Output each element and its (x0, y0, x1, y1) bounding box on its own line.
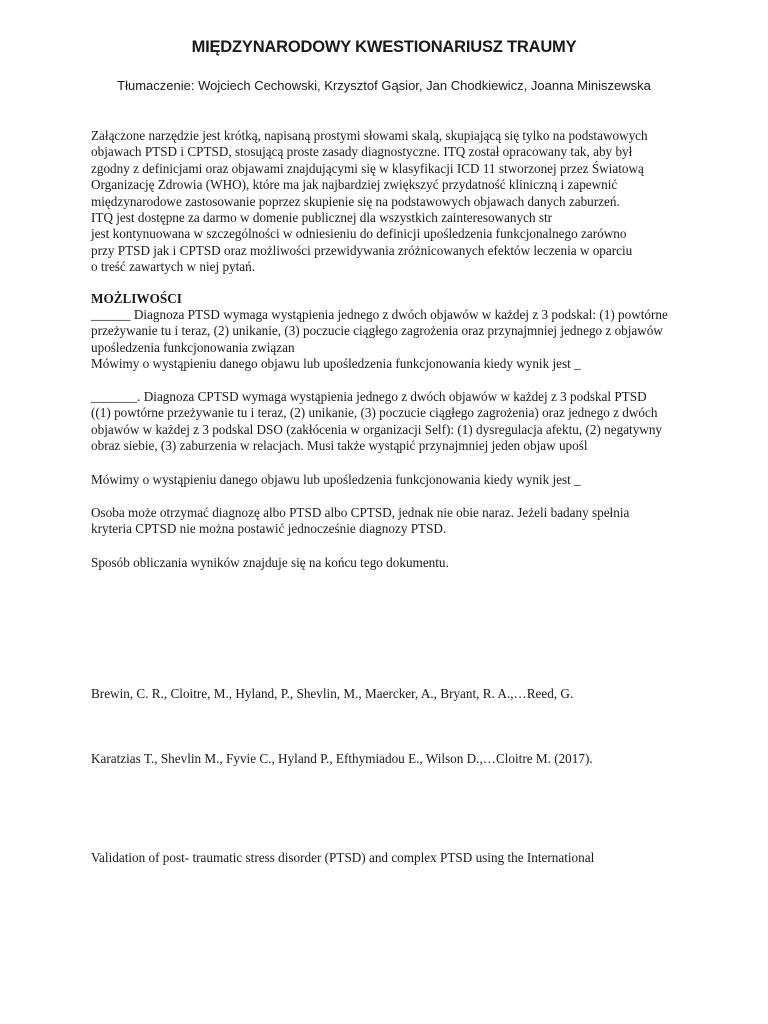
ptsd-line: upośledzenia funkcjonowania związan (91, 339, 295, 355)
cptsd-line: ((1) powtórne przeżywanie tu i teraz, (2) unikanie, (3) poczucie ciągłego zagrożenia) oraz jednego z dwóch (91, 405, 658, 421)
either-line: Osoba może otrzymać diagnozę albo PTSD albo CPTSD, jednak nie obie naraz. Jeżeli badany spełnia (91, 505, 630, 520)
document-title: MIĘDZYNARODOWY KWESTIONARIUSZ TRAUMY (191, 38, 577, 56)
intro-line: przy PTSD jak i CPTSD oraz możliwości przewidywania zróżnicowanych efektów leczenia w oparciu (91, 242, 633, 258)
reference-validation: Validation of post- traumatic stress disorder (PTSD) and complex PTSD using the International (91, 850, 595, 865)
ptsd-line: przeżywanie tu i teraz, (2) unikanie, (3) poczucie ciągłego zagrożenia oraz przynajmniej jednego z objawów (91, 323, 663, 339)
intro-line: o treść zawartych w niej pytań. (91, 259, 256, 275)
cptsd-score-line: Mówimy o wystąpieniu danego objawu lub upośledzenia funkcjonowania kiedy wynik jest _ (91, 472, 581, 487)
intro-line: międzynarodowe zastosowanie poprzez skupienie się na podstawowych objawach danych zaburzeń. (91, 193, 620, 209)
reference-brewin: Brewin, C. R., Cloitre, M., Hyland, P., Shevlin, M., Maercker, A., Bryant, R. A.,…Reed, G. (91, 686, 574, 701)
cptsd-line: objawów w każdej z 3 podskal DSO (zakłócenia w organizacji Self): (1) dysregulacja afektu, (2) negatywny (91, 421, 663, 437)
intro-line: Organizację Zdrowia (WHO), które ma jak najbardziej zwiększyć przydatność kliniczną i zapewnić (91, 177, 618, 193)
ptsd-paragraph (91, 307, 678, 373)
ptsd-line: ______ Diagnoza PTSD wymaga wystąpienia jednego z dwóch objawów w każdej z 3 podskal: (1) powtórne (91, 307, 668, 322)
cptsd-line: _______. Diagnoza CPTSD wymaga wystąpienia jednego z dwóch objawów w każdej z 3 podskal PTSD (91, 389, 647, 404)
either-paragraph (91, 505, 678, 538)
reference-karatzias: Karatzias T., Shevlin M., Fyvie C., Hyland P., Efthymiadou E., Wilson D.,…Cloitre M. (2017). (91, 751, 593, 766)
intro-line: zgodny z definicjami oraz objawami znajdującymi się w klasyfikacji ICD 11 stworzonej przez Światową (91, 160, 644, 176)
intro-line: jest kontynuowana w szczególności w odniesieniu do definicji upośledzenia funkcjonalnego zarówno (91, 226, 627, 242)
ptsd-line: Mówimy o wystąpieniu danego objawu lub upośledzenia funkcjonowania kiedy wynik jest _ (91, 356, 581, 372)
intro-line: Załączone narzędzie jest krótką, napisaną prostymi słowami skalą, skupiającą się tylko na podstawowych (91, 128, 648, 143)
scoring-note: Sposób obliczania wyników znajduje się na końcu tego dokumentu. (91, 555, 449, 570)
intro-paragraph (91, 128, 678, 276)
cptsd-paragraph (91, 389, 678, 455)
intro-line: objawach PTSD i CPTSD, stosującą proste zasady diagnostyczne. ITQ został opracowany tak, aby był (91, 144, 633, 160)
translators-line: Tłumaczenie: Wojciech Cechowski, Krzysztof Gąsior, Jan Chodkiewicz, Joanna Miniszewska (117, 78, 651, 93)
intro-line: ITQ jest dostępne za darmo w domenie publicznej dla wszystkich zainteresowanych str (91, 210, 553, 226)
either-line: kryteria CPTSD nie można postawić jednocześnie diagnozy PTSD. (91, 521, 447, 537)
cptsd-line: obraz siebie, (3) zaburzenia w relacjach. Musi także wystąpić przynajmniej jeden objaw upośl (91, 438, 588, 454)
section-heading: MOŻLIWOŚCI (91, 291, 182, 306)
